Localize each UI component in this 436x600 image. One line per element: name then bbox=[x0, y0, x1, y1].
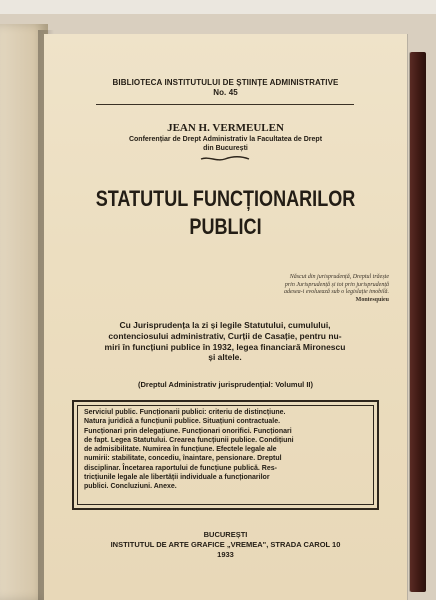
contents-line: publici. Concluziuni. Anexe. bbox=[84, 483, 177, 491]
volume-note: (Dreptul Administrativ jurisprudențial: Volumul II) bbox=[137, 380, 313, 389]
book-title-line-1: STATUTUL FUNCȚIONARILOR bbox=[95, 186, 356, 211]
author-affiliation-line-1: Conferențiar de Drept Administrativ la Facultatea de Drept bbox=[128, 136, 323, 143]
contents-line: Funcționari prin delegațiune. Funcționari onorifici. Funcționari bbox=[84, 427, 292, 435]
book-title bbox=[77, 185, 375, 241]
book-title-line-2: PUBLICI bbox=[189, 214, 262, 239]
contents-line: tricțiunile legale ale libertății individuale a funcționarilor bbox=[84, 474, 270, 482]
epigraph-author: Montesquieu bbox=[355, 296, 389, 303]
epigraph-line-2: prin Jurisprudență și tot prin jurisprudență bbox=[284, 281, 389, 288]
subtitle-line-2: contenciosului administrativ, Curții de Casație, pentru nu- bbox=[108, 330, 342, 341]
imprint bbox=[44, 530, 407, 560]
contents-text bbox=[84, 408, 367, 492]
subtitle-line-4: și altele. bbox=[208, 352, 242, 363]
imprint-year: 1933 bbox=[217, 550, 234, 559]
series-rule bbox=[96, 104, 354, 105]
epigraph bbox=[254, 274, 389, 304]
subtitle-line-1: Cu Jurisprudența la zi și legile Statutului, cumulului, bbox=[119, 320, 331, 330]
contents-line: de admisibilitate. Numirea în funcțiune. Efectele legale ale bbox=[84, 446, 277, 454]
series-name: BIBLIOTECA INSTITUTULUI DE ȘTIINȚE ADMINISTRATIVE bbox=[112, 78, 339, 87]
book-spine bbox=[410, 52, 426, 592]
epigraph-line-1: Născut din jurisprudență, Dreptul trăește bbox=[289, 274, 389, 280]
author-name: JEAN H. VERMEULEN bbox=[167, 122, 284, 134]
imprint-publisher: INSTITUTUL DE ARTE GRAFICE „VREMEA", STRADA CAROL 10 bbox=[110, 540, 341, 549]
imprint-city: BUCUREȘTI bbox=[203, 530, 248, 539]
contents-line: Serviciul public. Funcționarii publici: criteriu de distincțiune. bbox=[84, 409, 286, 416]
subtitle bbox=[70, 320, 380, 363]
subtitle-line-3: miri în funcțiuni publice în 1932, legea financiară Mironescu bbox=[104, 341, 346, 352]
author-affiliation-line-2: din București bbox=[203, 145, 248, 152]
author-affiliation bbox=[44, 135, 407, 153]
contents-line: Natura juridică a funcțiunii publice. Situațiuni contractuale. bbox=[84, 418, 281, 426]
series-heading bbox=[44, 78, 407, 98]
series-number: No. 45 bbox=[213, 88, 238, 97]
contents-line: disciplinar. Încetarea raportului de funcțiune publică. Res- bbox=[84, 464, 277, 472]
title-page bbox=[44, 34, 407, 600]
epigraph-line-3: adesea-i evoluează sub o legislație imobilă. bbox=[284, 289, 389, 295]
contents-line: de fapt. Legea Statutului. Crearea funcțiunii publice. Condițiuni bbox=[84, 436, 294, 444]
contents-box bbox=[72, 400, 379, 510]
contents-line: numirii: stabilitate, concediu, înaintare, pensionare. Dreptul bbox=[84, 455, 282, 463]
ornament-divider bbox=[199, 155, 251, 163]
